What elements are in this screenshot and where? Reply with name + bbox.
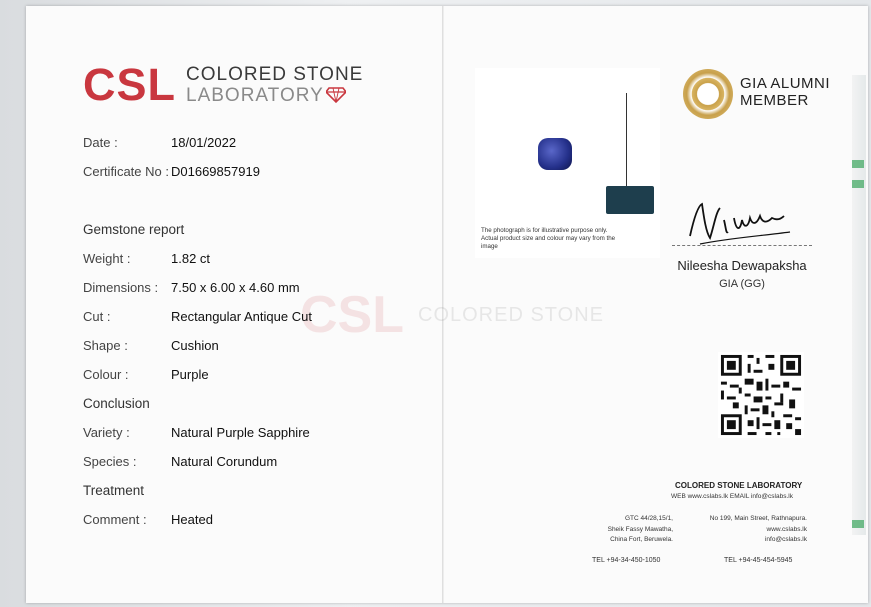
dimensions-value: 7.50 x 6.00 x 4.60 mm: [171, 280, 300, 295]
qr-code-icon: [718, 352, 804, 438]
colour-value: Purple: [171, 367, 209, 382]
csl-watermark: CSL COLORED STONE: [300, 286, 604, 344]
date-label: Date :: [83, 135, 118, 150]
gia-badge-text: [740, 75, 830, 109]
address-left: [598, 514, 673, 546]
treatment-title: Treatment: [83, 483, 145, 498]
lab-web-email: WEB www.cslabs.lk EMAIL info@cslabs.lk: [671, 493, 793, 500]
gemstone-photo: [538, 138, 572, 170]
address-right-line: info@cslabs.lk: [764, 536, 807, 543]
signature: [680, 198, 800, 248]
qr-code[interactable]: [718, 352, 804, 438]
signer-credential: GIA (GG): [719, 278, 765, 290]
comment-value: Heated: [171, 512, 213, 527]
comment-label: Comment :: [83, 512, 147, 527]
certificate-no-label: Certificate No :: [83, 164, 169, 179]
signer-name: Nileesha Dewapaksha: [677, 258, 807, 273]
logo-abbr: CSL: [83, 59, 176, 110]
right-edge-shade: [852, 75, 866, 535]
cut-label: Cut :: [83, 309, 111, 324]
lab-name: COLORED STONE LABORATORY: [675, 481, 803, 490]
gia-line2: MEMBER: [740, 92, 809, 109]
address-right: [692, 514, 807, 546]
cut-value: Rectangular Antique Cut: [171, 309, 312, 324]
report-title: Gemstone report: [83, 222, 185, 237]
logo-line2: LABORATORY: [186, 84, 324, 106]
photo-disclaimer: The photograph is for illustrative purpose only. Actual product size and colour may vary from the image: [481, 227, 616, 251]
diamond-icon: [326, 87, 346, 103]
gia-line1: GIA ALUMNI: [740, 75, 831, 92]
gia-seal-icon: [683, 69, 733, 119]
csl-logo: [83, 59, 364, 110]
shape-value: Cushion: [171, 338, 219, 353]
species-label: Species :: [83, 454, 137, 469]
conclusion-title: Conclusion: [83, 396, 150, 411]
tel-right: TEL +94-45-454-5945: [724, 557, 793, 564]
green-marker: [852, 520, 864, 528]
certificate-no-value: D01669857919: [171, 164, 260, 179]
green-marker: [852, 160, 864, 168]
address-left-line: GTC 44/28,15/1,: [624, 515, 673, 522]
scale-reference: [606, 186, 654, 214]
date-value: 18/01/2022: [171, 135, 237, 150]
address-right-line: www.cslabs.lk: [766, 525, 807, 533]
address-left-line: China Fort, Beruwela.: [610, 536, 673, 543]
green-marker: [852, 180, 864, 188]
weight-value: 1.82 ct: [171, 251, 211, 266]
dimensions-label: Dimensions :: [83, 280, 159, 295]
variety-label: Variety :: [83, 425, 130, 440]
shape-label: Shape :: [83, 338, 128, 353]
tel-left: TEL +94-34-450-1050: [592, 557, 661, 564]
colour-label: Colour :: [83, 367, 129, 382]
address-left-line: Sheik Fassy Mawatha,: [607, 525, 673, 533]
signature-line: [672, 245, 812, 246]
address-right-line: No 199, Main Street, Rathnapura.: [709, 515, 807, 522]
species-value: Natural Corundum: [171, 454, 278, 469]
weight-label: Weight :: [83, 251, 131, 266]
variety-value: Natural Purple Sapphire: [171, 425, 310, 440]
logo-line1: COLORED STONE: [186, 63, 364, 85]
